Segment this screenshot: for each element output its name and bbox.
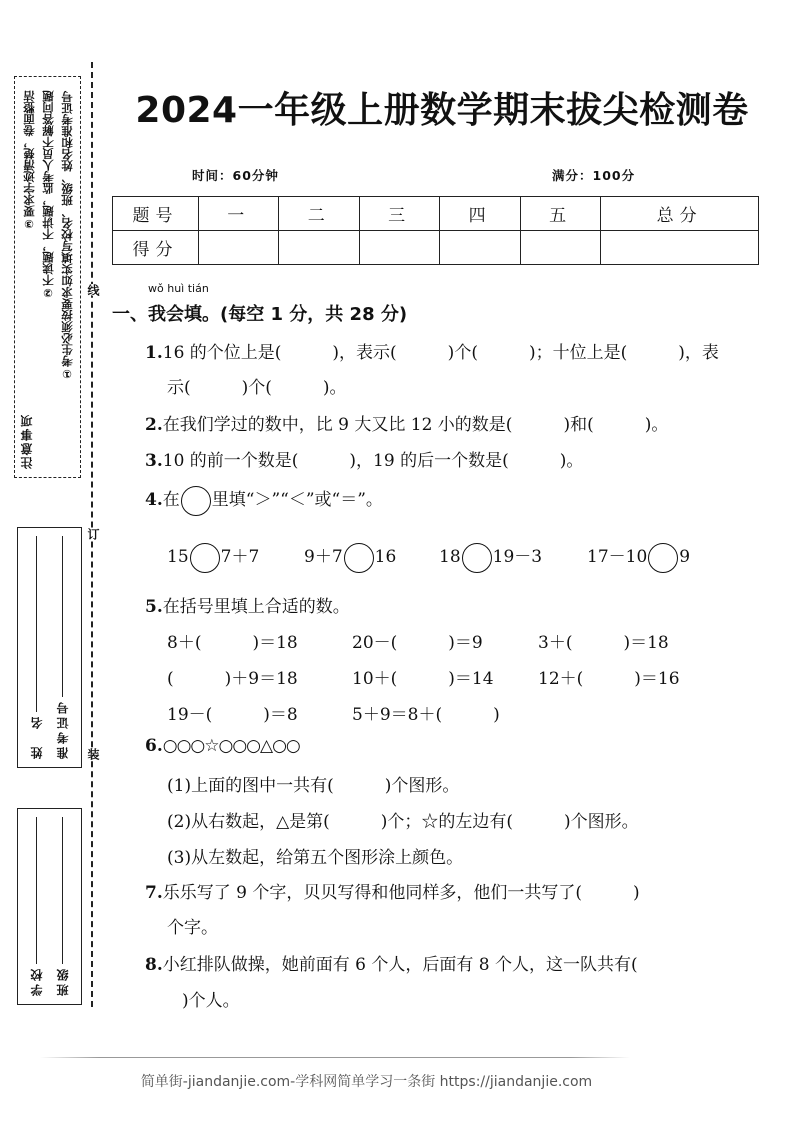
question-number: 7. [145,883,163,903]
score-table [112,196,759,265]
cell-section-2: 二 [279,197,359,231]
score-table-score-row [113,231,759,265]
compare-item-4 [587,542,690,573]
score-input-5[interactable] [520,231,600,265]
binding-mark-zhuang: 装 [86,748,100,760]
notes-title: 注意事项 [20,413,34,469]
equation-1-3: 3＋( )＝18 [538,633,669,653]
cell-section-4: 四 [440,197,520,231]
compare-right: 7＋7 [220,547,260,567]
score-table-header-row [113,197,759,231]
cell-section-3: 三 [359,197,439,231]
question-text: 16 的个位上是( )，表示( )个( )；十位上是( )，表 [162,343,719,363]
question-number: 4. [145,490,163,510]
compare-circle-input[interactable] [190,543,220,573]
compare-item-1 [167,542,259,573]
note-3: ③要求字迹清楚，卷面整洁 [21,91,36,232]
question-number: 3. [145,451,163,471]
score-input-4[interactable] [440,231,520,265]
compare-left: 17－10 [587,547,648,567]
question-text: 在 [162,490,180,510]
question-3 [145,446,583,471]
question-text: 在括号里填上合适的数。 [162,597,350,617]
question-4 [145,485,383,516]
section-pinyin: wǒ huì tián [148,282,209,295]
exam-notes-box [14,76,81,478]
question-number: 2. [145,415,163,435]
class-label: 班级 [55,966,70,996]
equation-2-2: 10＋( )＝14 [352,669,494,689]
question-text: 在我们学过的数中，比 9 大又比 12 小的数是( )和( )。 [162,415,669,435]
exam-time: 时间：60分钟 [192,168,279,183]
school-info-box [17,808,82,1005]
question-number: 8. [145,955,163,975]
footer-divider [40,1057,630,1058]
student-info-box [17,527,82,768]
question-number: 5. [145,597,163,617]
full-score: 满分：100分 [552,168,636,183]
compare-item-2 [304,542,396,573]
cell-question-label: 题号 [113,197,199,231]
question-8 [145,950,638,975]
binding-mark-xian: 线 [86,284,100,296]
cell-section-1: 一 [199,197,279,231]
score-input-1[interactable] [199,231,279,265]
question-6-sub-1: (1)上面的图中一共有( )个图形。 [167,776,460,796]
page-title: 2024一年级上册数学期末拔尖检测卷 [135,90,749,131]
compare-item-3 [439,542,542,573]
cell-score-label: 得分 [113,231,199,265]
compare-right: 9 [679,547,691,567]
score-input-2[interactable] [279,231,359,265]
question-text: 小红排队做操，她前面有 6 个人，后面有 8 个人，这一队共有( [162,955,638,975]
class-field[interactable] [62,817,63,964]
shape-sequence: ○○○☆○○○△○○ [162,736,300,756]
equation-1-1: 8＋( )＝18 [167,633,298,653]
cell-section-5: 五 [520,197,600,231]
question-text: 10 的前一个数是( )，19 的后一个数是( )。 [162,451,584,471]
compare-left: 15 [167,547,189,567]
score-input-total[interactable] [601,231,759,265]
question-8-cont: )个人。 [182,991,240,1011]
exam-number-field[interactable] [62,536,63,697]
school-field[interactable] [36,817,37,964]
question-1 [145,338,719,363]
question-text: 里填“＞”“＜”或“＝”。 [211,490,383,510]
note-2: ②不读题，不讲题，监考人员不解答问题 [40,91,55,301]
question-number: 6. [145,736,163,756]
question-6-sub-3: (3)从左数起，给第五个图形涂上颜色。 [167,848,464,868]
compare-left: 9＋7 [304,547,343,567]
question-number: 1. [145,343,163,363]
question-1-cont: 示( )个( )。 [167,378,347,398]
compare-circle-input[interactable] [462,543,492,573]
compare-right: 19－3 [492,547,543,567]
footer-watermark: 简单街-jiandanjie.com-学科网简单学习一条街 https://jiandanjie.com [140,1074,593,1090]
circle-icon [181,486,211,516]
question-7 [145,878,640,903]
equation-3-2: 5＋9＝8＋( ) [352,705,500,725]
question-7-cont: 个字。 [167,918,218,938]
question-2 [145,410,668,435]
question-text: 乐乐写了 9 个字，贝贝写得和他同样多，他们一共写了( ) [162,883,640,903]
compare-left: 18 [439,547,461,567]
equation-3-1: 19－( )＝8 [167,705,298,725]
score-input-3[interactable] [359,231,439,265]
name-label: 姓 名 [30,714,45,759]
compare-right: 16 [374,547,397,567]
equation-2-3: 12＋( )＝16 [538,669,680,689]
equation-1-2: 20－( )＝9 [352,633,483,653]
equation-2-1: ( )＋9＝18 [167,669,298,689]
school-label: 学校 [30,966,45,996]
question-6 [145,736,300,756]
section-title: 一、我会填。(每空 1 分，共 28 分) [112,304,408,325]
cell-total-label: 总分 [601,197,759,231]
question-5 [145,592,350,617]
binding-mark-ding: 订 [86,528,100,540]
name-field[interactable] [36,536,37,712]
question-6-sub-2: (2)从右数起，△是第( )个；☆的左边有( )个图形。 [167,812,639,832]
compare-circle-input[interactable] [648,543,678,573]
compare-circle-input[interactable] [344,543,374,573]
note-1: ①考生必须按要求如实填写校名、班级、姓名和准考证号 [59,91,74,381]
exam-number-label: 准考证号 [55,699,70,759]
